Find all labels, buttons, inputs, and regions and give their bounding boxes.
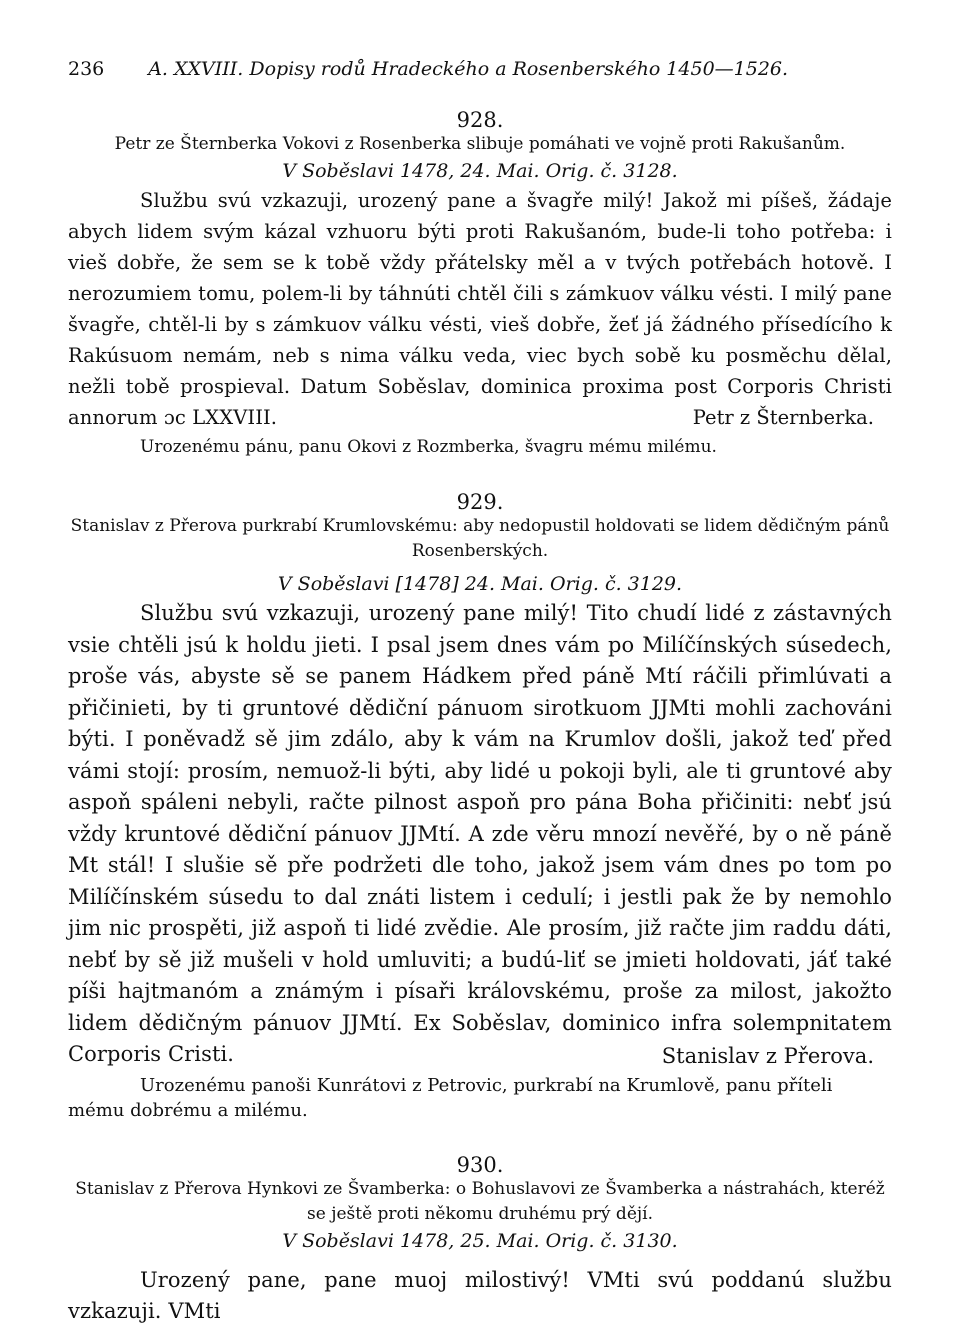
letter-address: Urozenému pánu, panu Okovi z Rozmberka, švagru mému milému. <box>140 437 717 457</box>
letter-summary: Stanislav z Přerova purkrabí Krumlovskému: aby nedopustil holdovati se lidem dědičným pánů Rosenberských. <box>70 516 890 561</box>
letter-signature: Petr z Šternberka. <box>692 406 874 429</box>
letter-928 <box>68 108 892 460</box>
letter-number: 930. <box>456 1152 504 1177</box>
letter-summary: Stanislav z Přerova Hynkovi ze Švamberka: o Bohuslavovi ze Švamberka a nástrahách, kteréž se ještě proti někomu druhému prý dějí. <box>75 1178 885 1224</box>
letter-text: Službu svú vzkazuji, urozený pane milý! Tito chudí lidé z zástavných vsie chtěli jsú k holdu jieti. I psal jsem dnes vám po Milíčínských súsedech, proše vás, abyste sě se panem Hádkem před páně Mtí ráčili přimlúvati a přičinieti, by ti gruntové dědiční pánuom sirotkuom JJMti mohli zachováni býti. I poněvadž sě jim zdálo, aby k vám na Krumlov došli, jakož teď před vámi stojí: prosím, nemuož-li býti, aby lidé u pokoji byli, ale ti gruntové aby aspoň spáleni nebyli, račte pilnost aspoň pro pána Boha přičiniti: nebť jsú vždy kruntové dědiční pánuov JJMtí. A zde věru mnozí nevěřé, by o ně páně Mt stál! I slušie sě pře podržeti dle toho, jakož jsem vám dnes po tom po Milíčínském súsedu to dal znáti listem i cedulí; i jestli pak že by nemohlo jim nic prospěti, již aspoň ti lidé zvědie. Ale prosím, již račte jim raddu dáti, nebť by sě již mušeli v hold umluviti; a budú-liť se jmieti holdovati, jáť také píši hajtmanóm a známým i písaři královskému, proše za milost, jakožto lidem dědičným pánuov JJMtí. Ex Soběslav, dominico infra solempnitatem Corporis Cristi. <box>68 601 892 1066</box>
running-title: A. XXVIII. Dopisy rodů Hradeckého a Rosenberského 1450—1526. <box>148 58 789 80</box>
letter-dating: V Soběslavi [1478] 24. Mai. Orig. č. 3129. <box>277 573 683 595</box>
page-number: 236 <box>68 58 105 80</box>
letter-signature: Stanislav z Přerova. <box>661 1043 874 1068</box>
letter-dating: V Soběslavi 1478, 24. Mai. Orig. č. 3128. <box>282 160 678 182</box>
letter-text: Urozený pane, pane muoj milostivý! VMti svú poddanú službu vzkazuji. VMti <box>68 1267 892 1323</box>
letter-summary: Petr ze Šternberka Vokovi z Rosenberka slibuje pomáhati ve vojně proti Rakušanům. <box>114 134 846 154</box>
letter-text: Službu svú vzkazuji, urozený pane a švagře milý! Jakož mi píšeš, žádaje abych lidem svým kázal vzhuoru býti proti Rakušanóm, bude-li toho potřeba: i vieš dobře, že sem se k tobě vždy přátelsky měl a v tvých potřebách hotově. I nerozumiem tomu, polem-li by táhnúti chtěl čili s zámkuov válku vésti. I milý pane švagře, chtěl-li by s zámkuov válku vésti, vieš dobře, žeť já žádného přísedícího k Rakúsuom nemám, neb s nima válku veda, viec bych sobě ku posměchu dělal, nežli tobě prospieval. Datum Soběslav, dominica proxima post Corporis Christi annorum ɔc LXXVIII. <box>68 189 892 429</box>
letter-number: 928. <box>456 108 504 132</box>
letter-number: 929. <box>456 490 504 514</box>
letter-929 <box>68 490 892 1123</box>
letter-930 <box>68 1153 892 1328</box>
letter-dating: V Soběslavi 1478, 25. Mai. Orig. č. 3130. <box>282 1229 678 1252</box>
letter-address: Urozenému panoši Kunrátovi z Petrovic, purkrabí na Krumlově, panu příteli mému dobrému a milému. <box>68 1074 833 1121</box>
running-header <box>68 58 892 88</box>
